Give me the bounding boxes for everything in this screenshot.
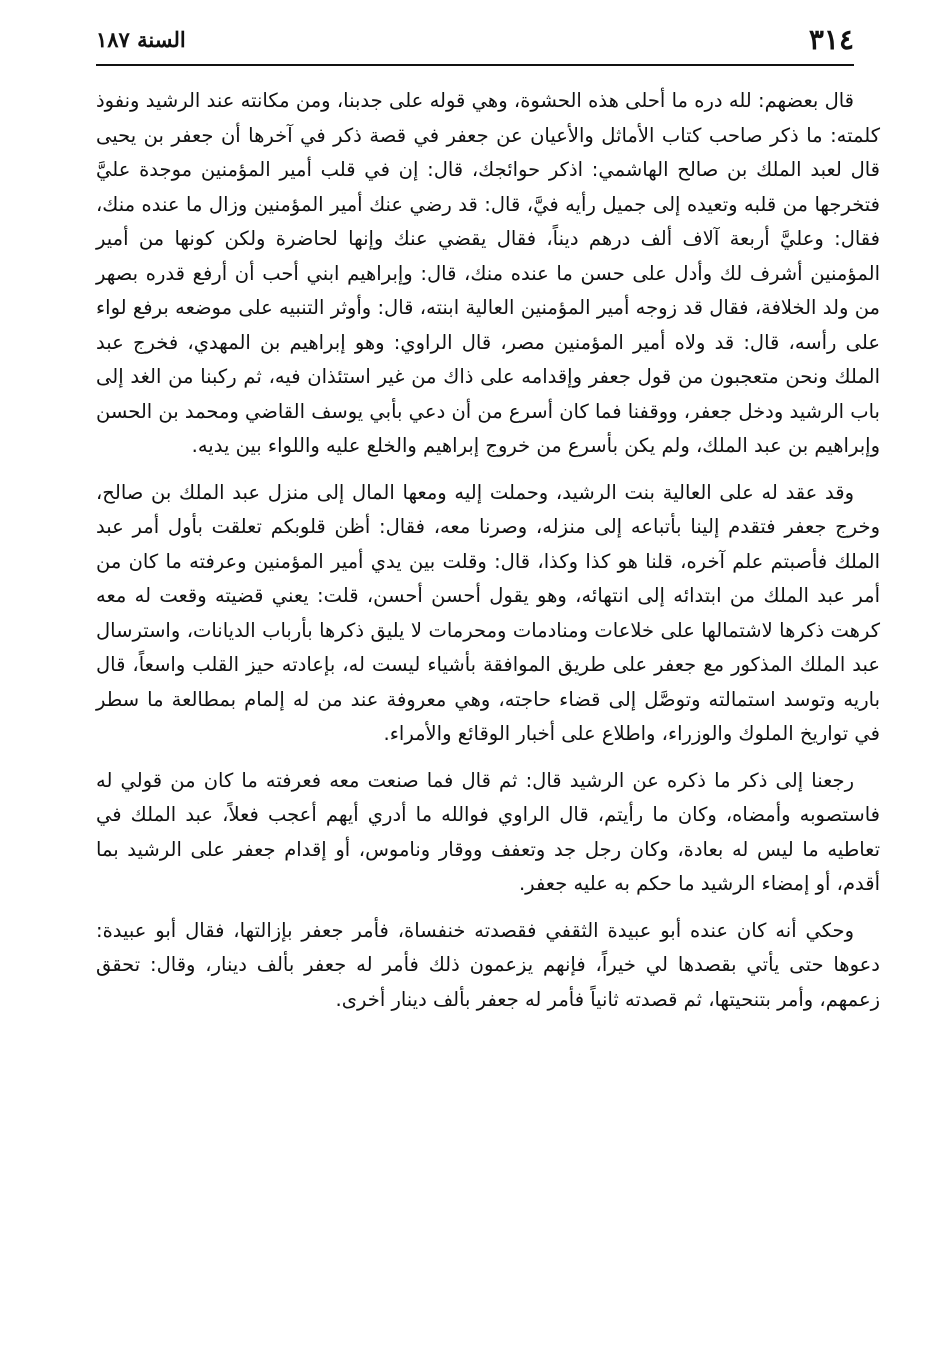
paragraph: رجعنا إلى ذكر ما ذكره عن الرشيد قال: ثم قال فما صنعت معه فعرفته ما كان من قولي له فاستصوبه وأمضاه، وكان ما رأيتم، قال الراوي فوالله ما أدري أيهم أعجب فعلاً، عبد الملك في تعاطيه ما ليس له بعادة، وكان رجل جد وتعفف ووقار وناموس، أو إقدام جعفر على الرشيد بما أقدم، أو إمضاء الرشيد ما حكم به عليه جعفر. (96, 768, 880, 895)
paragraph: وحكي أنه كان عنده أبو عبيدة الثقفي فقصدته خنفساة، فأمر جعفر بإزالتها، فقال أبو عبيدة: دعوها حتى يأتي بقصدها لي خيراً، فإنهم يزعمون ذلك فأمر له جعفر بألف دينار، وقال: تحقق زعمهم، وأمر بتنحيتها، ثم قصدته ثانياً فأمر له جعفر بألف دينار أخرى. (96, 918, 880, 1011)
paragraph: قال بعضهم: لله دره ما أحلى هذه الحشوة، وهي قوله على جدبنا، ومن مكانته عند الرشيد ونفوذ كلمته: ما ذكر صاحب كتاب الأماثل والأعيان عن جعفر في قصة ذكر في آخرها أن جعفر بن يحيى قال لعبد الملك بن صالح الهاشمي: اذكر حوائجك، قال: إن في قلب أمير المؤمنين موجدة عليَّ فتخرجها من قلبه وتعيده إلى جميل رأيه فيَّ، قال: قد رضي عنك أمير المؤمنين وزال ما عنده منك، فقال: وعليَّ أربعة آلاف ألف درهم ديناً، فقال يقضي عنك وإنها لحاضرة ولكن كونها من أمير المؤمنين أشرف لك وأدل على حسن ما عنده منك، قال: وإبراهيم ابني أحب أن أرفع قدره بصهر من ولد الخلافة، فقال قد زوجه أمير المؤمنين العالية ابنته، قال: وأوثر التنبيه على موضعه برفع لواء على رأسه، قال: قد ولاه أمير المؤمنين مصر، قال الراوي: وهو إبراهيم بن المهدي، فخرج عبد الملك ونحن متعجبون من قول جعفر وإقدامه على ذاك من غير استئذان فيه، ثم ركبنا من الغد إلى باب الرشيد ودخل جعفر، ووقفنا فما كان أسرع من أن دعي بأبي يوسف القاضي ومحمد بن الحسن وإبراهيم بن عبد الملك، ولم يكن بأسرع من خروج إبراهيم والخلع عليه واللواء بين يديه. (96, 89, 880, 457)
paragraph: وقد عقد له على العالية بنت الرشيد، وحملت إليه ومعها المال إلى منزل عبد الملك بن صالح، وخرج جعفر فتقدم إلينا بأتباعه إلى منزله، وصرنا معه، فقال: أظن قلوبكم تعلقت بأول أمر عبد الملك فأصبتم علم آخره، قلنا هو كذا وكذا، قال: وقلت بين يدي أمير المؤمنين وعرفته ما كان من أمر عبد الملك من ابتدائه إلى انتهائه، وهو يقول أحسن أحسن، قلت: يعني قضيته وقعت له معه كرهت ذكرها لاشتمالها على خلاعات ومنادمات ومحرمات لا يليق ذكرها بأرباب الديانات، واسترسال عبد الملك المذكور مع جعفر على طريق الموافقة بأشياء ليست له، بإعادته حيز القلب واسعاً، قال باريه وتوسد استمالته وتوصَّل إلى قضاء حاجته، وهي معروفة عند من له إلمام بمطالعة ما سطر في تواريخ الملوك والوزراء، واطلاع على أخبار الوقائع والأمراء. (96, 480, 880, 745)
header-rule (96, 64, 854, 66)
body-text (96, 84, 880, 1017)
page-header (96, 18, 854, 60)
page-number: ٣١٤ (808, 23, 854, 56)
running-head: السنة ١٨٧ (96, 27, 186, 52)
